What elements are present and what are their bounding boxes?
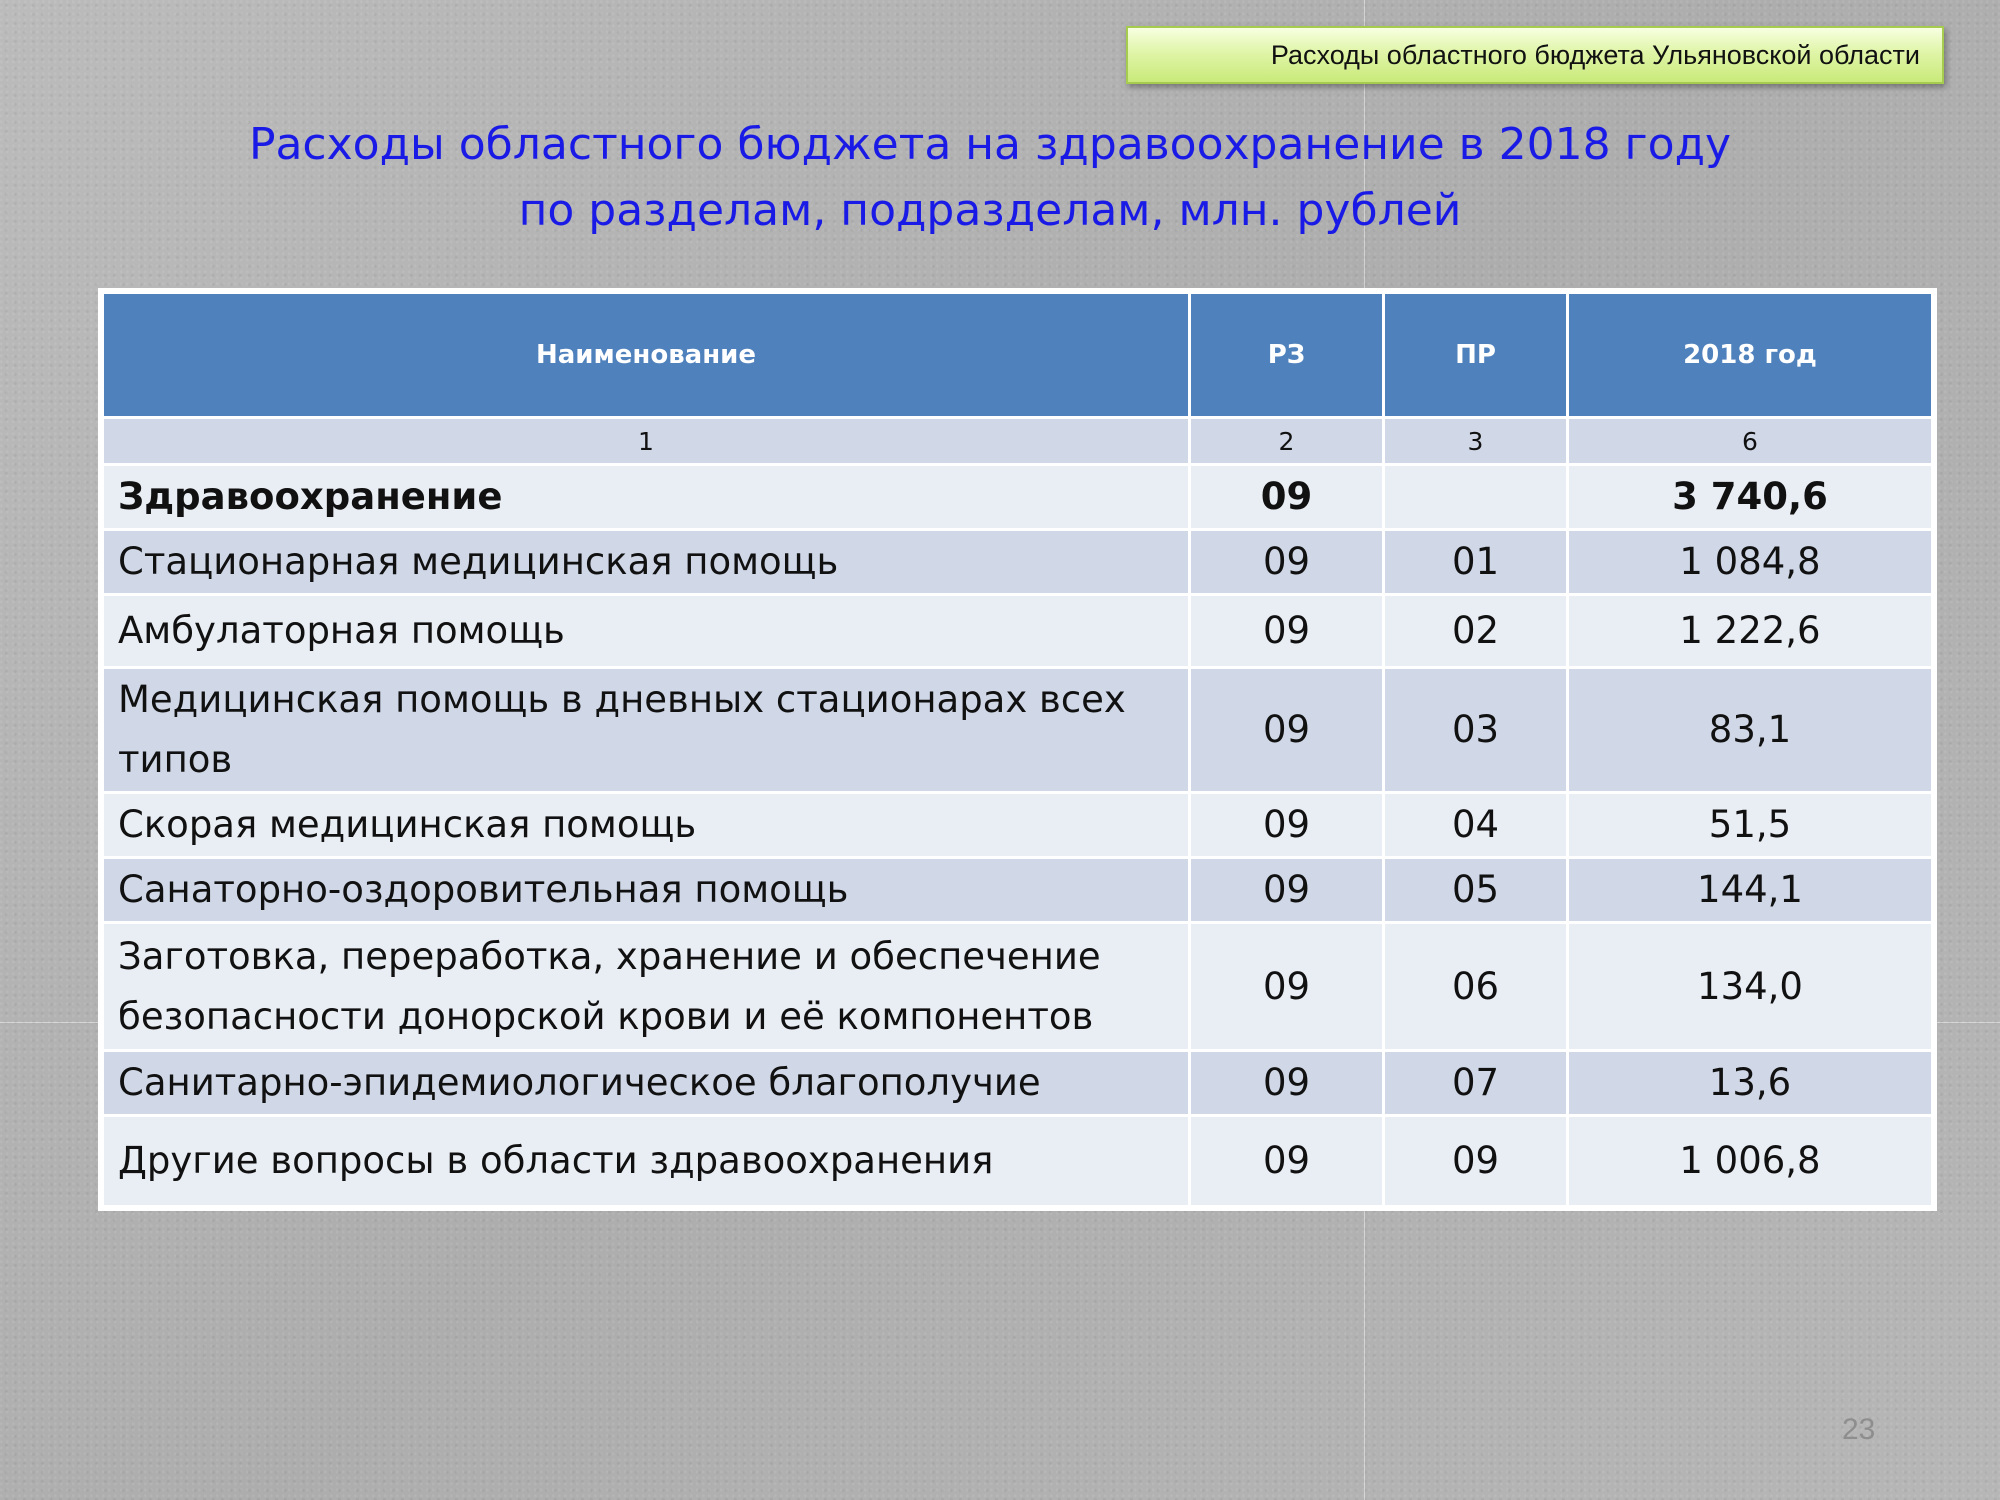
row-value: 144,1 [1568, 858, 1933, 923]
column-header-year: 2018 год [1568, 293, 1933, 418]
row-name: Стационарная медицинская помощь [103, 530, 1190, 595]
row-rz: 09 [1190, 923, 1384, 1051]
column-header-pr: ПР [1384, 293, 1568, 418]
page-title-line-2: по разделам, подразделам, млн. рублей [518, 185, 1462, 236]
row-pr: 01 [1384, 530, 1568, 595]
table-row [103, 1051, 1933, 1116]
column-number: 1 [103, 418, 1190, 465]
row-value: 83,1 [1568, 668, 1933, 793]
table-header-row [103, 293, 1933, 418]
row-value: 3 740,6 [1568, 465, 1933, 530]
row-pr: 09 [1384, 1116, 1568, 1207]
row-name: Другие вопросы в области здравоохранения [103, 1116, 1190, 1207]
row-rz: 09 [1190, 465, 1384, 530]
row-name: Медицинская помощь в дневных стационарах всех типов [103, 668, 1190, 793]
row-value: 1 006,8 [1568, 1116, 1933, 1207]
table-row [103, 530, 1933, 595]
row-name: Амбулаторная помощь [103, 595, 1190, 668]
row-rz: 09 [1190, 1051, 1384, 1116]
row-name: Здравоохранение [103, 465, 1190, 530]
row-rz: 09 [1190, 530, 1384, 595]
row-rz: 09 [1190, 793, 1384, 858]
row-pr: 07 [1384, 1051, 1568, 1116]
column-number: 2 [1190, 418, 1384, 465]
row-rz: 09 [1190, 858, 1384, 923]
table-row [103, 465, 1933, 530]
page-title [180, 112, 1800, 244]
column-header-rz: РЗ [1190, 293, 1384, 418]
budget-table [101, 291, 1934, 1208]
page-title-line-1: Расходы областного бюджета на здравоохранение в 2018 году [248, 119, 1732, 170]
page-number: 23 [1842, 1413, 1876, 1446]
header-badge [1126, 26, 1944, 84]
row-name: Санаторно-оздоровительная помощь [103, 858, 1190, 923]
column-number: 6 [1568, 418, 1933, 465]
column-number-row [103, 418, 1933, 465]
row-pr: 04 [1384, 793, 1568, 858]
column-number: 3 [1384, 418, 1568, 465]
row-rz: 09 [1190, 668, 1384, 793]
row-name: Скорая медицинская помощь [103, 793, 1190, 858]
table-row [103, 668, 1933, 793]
row-pr: 05 [1384, 858, 1568, 923]
row-value: 134,0 [1568, 923, 1933, 1051]
table-row [103, 793, 1933, 858]
table-row [103, 595, 1933, 668]
row-name: Заготовка, переработка, хранение и обеспечение безопасности донорской крови и её компонентов [103, 923, 1190, 1051]
row-pr [1384, 465, 1568, 530]
row-name: Санитарно-эпидемиологическое благополучие [103, 1051, 1190, 1116]
row-rz: 09 [1190, 595, 1384, 668]
row-rz: 09 [1190, 1116, 1384, 1207]
column-header-name: Наименование [103, 293, 1190, 418]
table-row [103, 858, 1933, 923]
row-value: 13,6 [1568, 1051, 1933, 1116]
table-row [103, 1116, 1933, 1207]
row-pr: 06 [1384, 923, 1568, 1051]
row-pr: 03 [1384, 668, 1568, 793]
row-value: 51,5 [1568, 793, 1933, 858]
row-value: 1 222,6 [1568, 595, 1933, 668]
row-pr: 02 [1384, 595, 1568, 668]
table-row [103, 923, 1933, 1051]
row-value: 1 084,8 [1568, 530, 1933, 595]
header-badge-label: Расходы областного бюджета Ульяновской области [1270, 39, 1920, 70]
